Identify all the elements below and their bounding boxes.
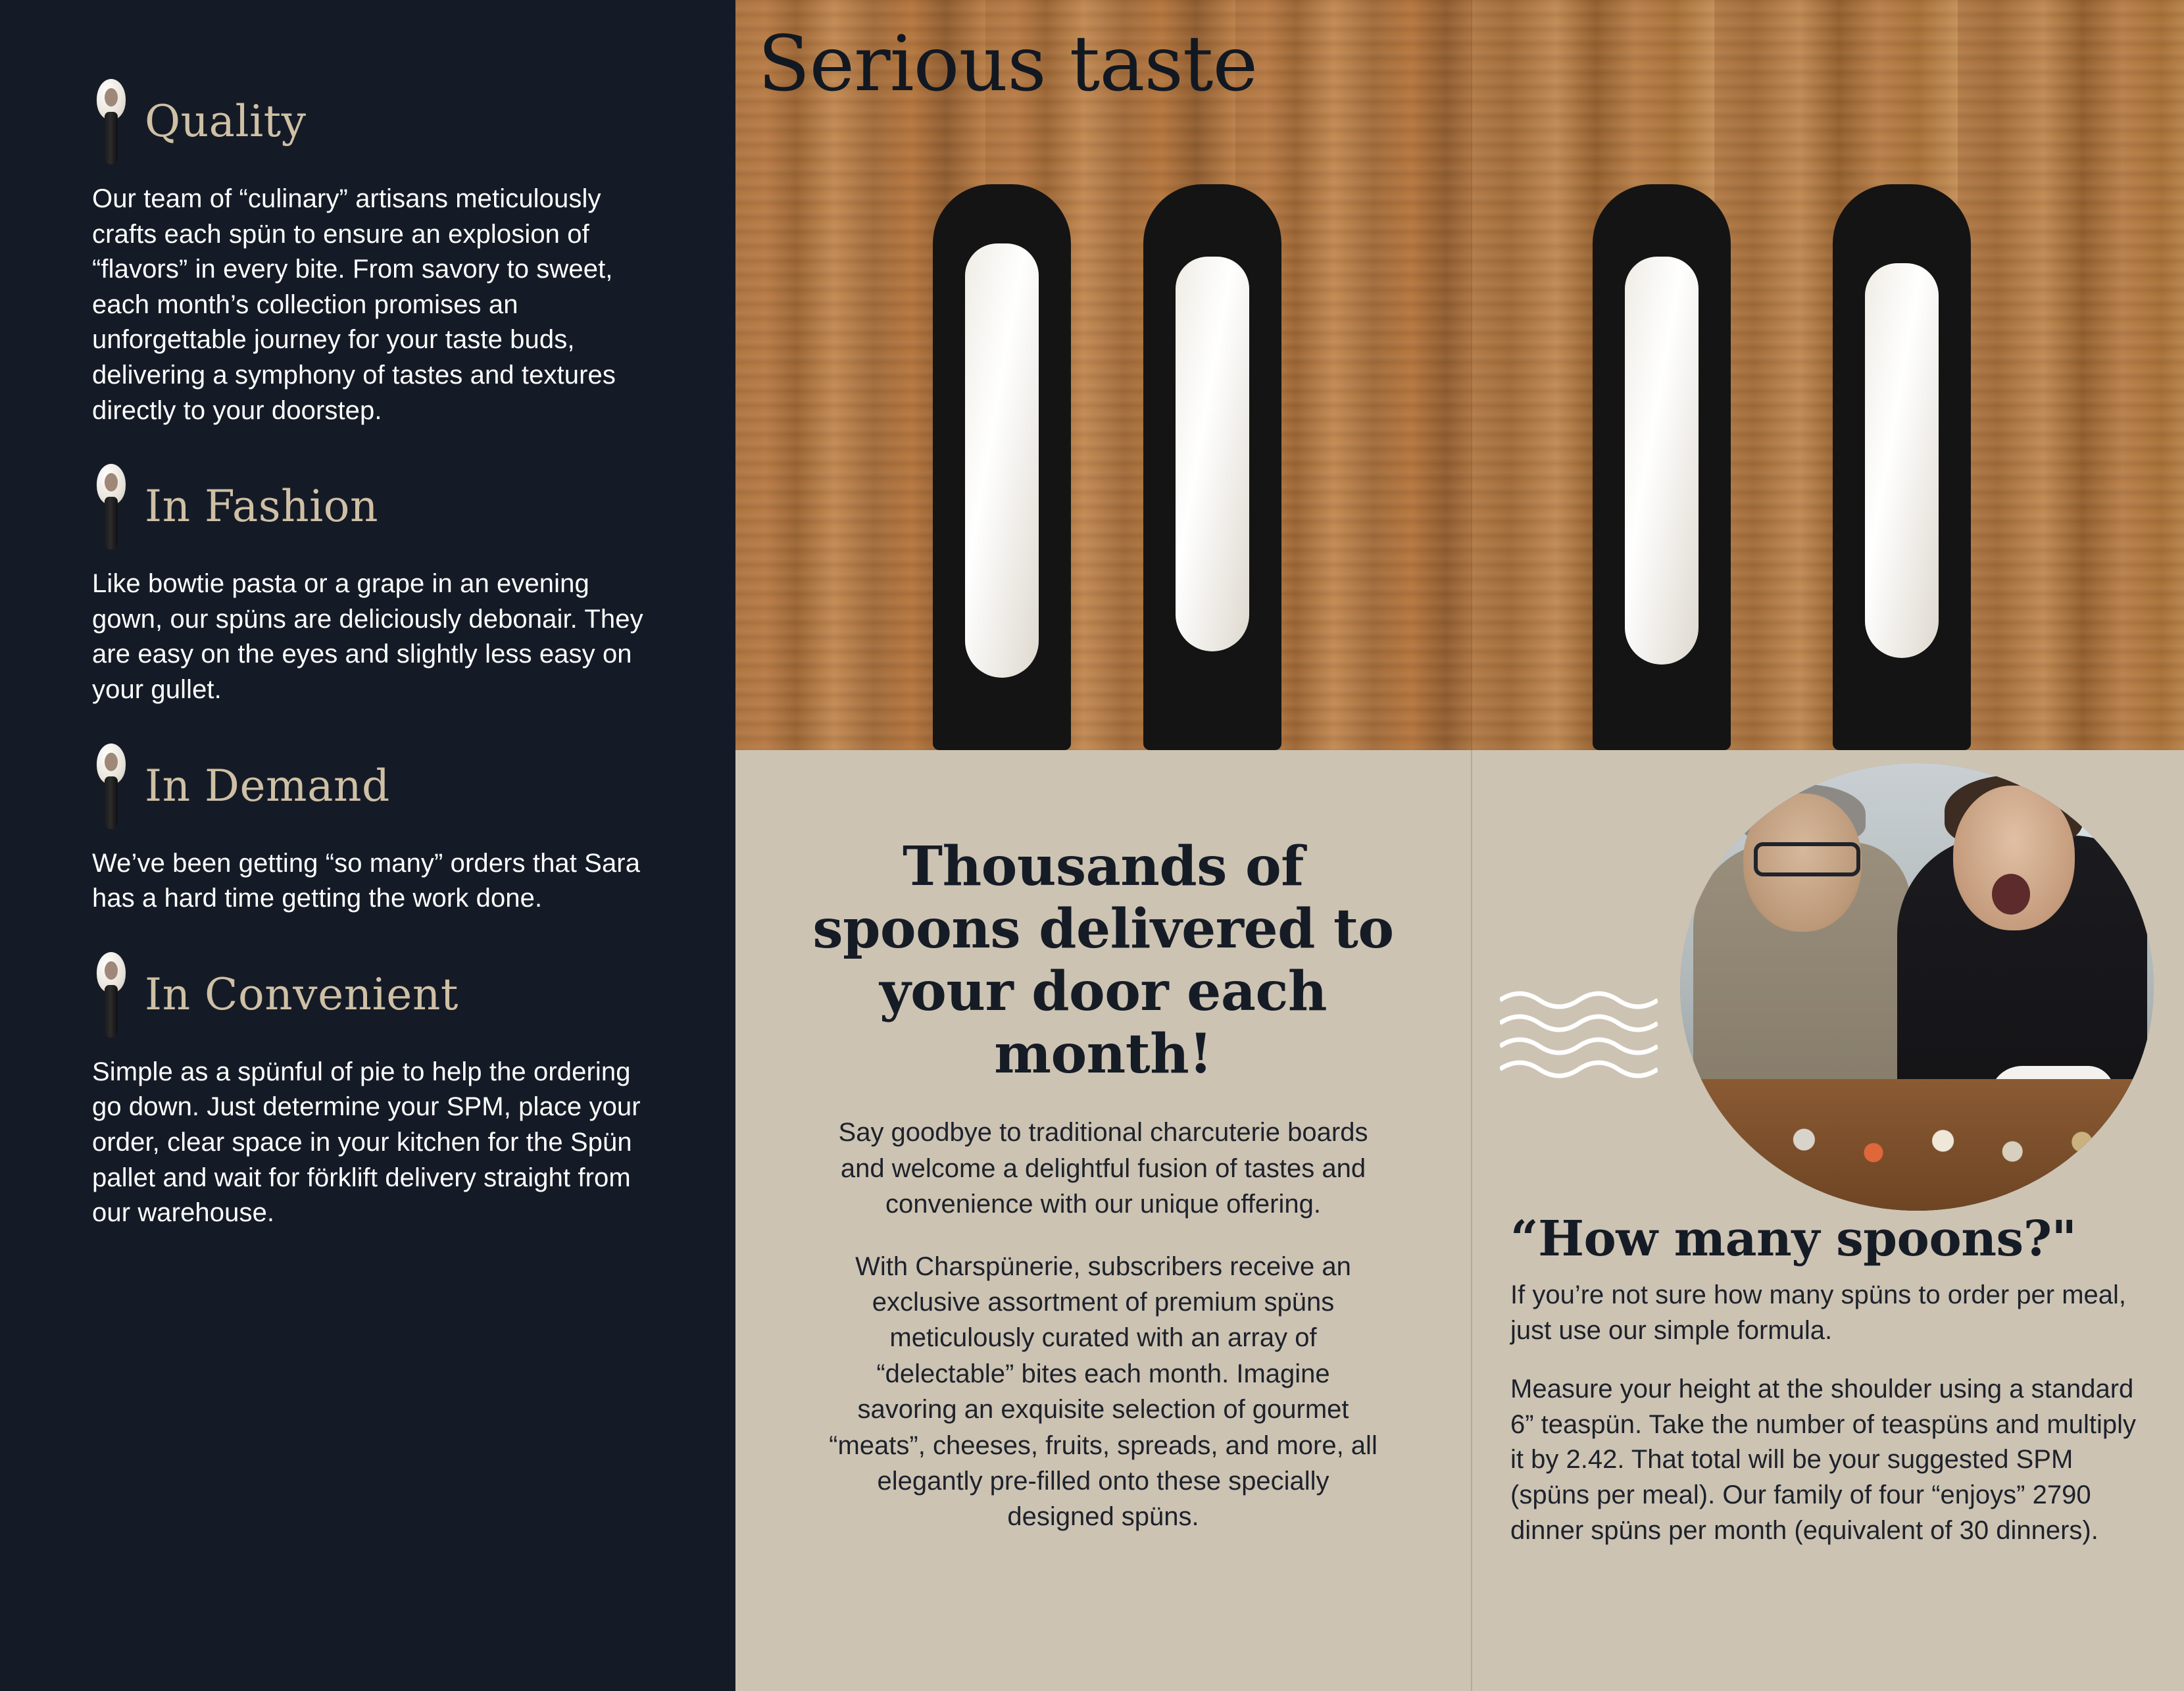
middle-paragraph-2: With Charspünerie, subscribers receive an exclusive assortment of premium spüns meticulously curated with an array of “delectable” bites each month. Imagine savoring an exquisite selection of gourmet “meats”, cheeses, fruits, spreads, and more, all elegantly pre-filled onto these specially designed spüns. <box>829 1251 1377 1532</box>
spoon-costume-group-image-right <box>1471 0 2184 750</box>
spoon-icon <box>92 79 130 164</box>
hero-photo-spoon-people-right <box>1471 0 2184 750</box>
left-features-panel <box>0 0 735 1691</box>
right-column <box>1471 0 2184 1691</box>
right-paragraph-1: If you’re not sure how many spüns to order per meal, just use our simple formula. <box>1510 1280 2127 1345</box>
spoon-icon <box>92 464 130 549</box>
feature-in-demand <box>92 744 643 917</box>
feature-in-convenient <box>92 952 643 1231</box>
right-text-wrapper <box>1510 1211 2145 1572</box>
feature-in-demand-title: In Demand <box>145 760 390 811</box>
hero-photo-spoon-people <box>735 0 1471 750</box>
middle-paragraph-1: Say goodbye to traditional charcuterie boards and welcome a delightful fusion of tastes and convenience with our unique offering. <box>838 1118 1368 1219</box>
feature-in-fashion-title: In Fashion <box>145 481 378 532</box>
wavy-lines-decoration <box>1500 987 1658 1086</box>
right-paragraph-2: Measure your height at the shoulder using a standard 6” teaspün. Take the number of teaspüns and multiply it by 2.42. That total will be your suggested SPM (spüns per meal). Our family of four “enjoys” 2790 dinner spüns per month (equivalent of 30 dinners). <box>1510 1375 2136 1545</box>
spoon-icon <box>92 744 130 829</box>
right-heading: “How many spoons?" <box>1510 1211 2077 1267</box>
middle-text-panel <box>735 750 1471 1691</box>
feature-in-demand-header <box>92 744 643 829</box>
spoon-costume-group-image <box>735 0 1471 750</box>
photo-couple-tasting <box>1680 763 2154 1211</box>
feature-quality-title: Quality <box>145 96 307 147</box>
spoon-icon <box>92 952 130 1038</box>
middle-heading: Thousands of spoons delivered to your door each month! <box>812 835 1394 1086</box>
feature-quality <box>92 79 643 428</box>
feature-in-convenient-body: Simple as a spünful of pie to help the ordering go down. Just determine your SPM, place your order, clear space in your kitchen for the Spün pallet and wait for förklift delivery straight from our warehouse. <box>92 1057 641 1228</box>
feature-in-fashion <box>92 464 643 707</box>
feature-quality-header <box>92 79 643 164</box>
feature-in-demand-body: We’ve been getting “so many” orders that Sara has a hard time getting the work done. <box>92 848 641 913</box>
feature-in-convenient-header <box>92 952 643 1038</box>
feature-in-fashion-body: Like bowtie pasta or a grape in an evening gown, our spüns are deliciously debonair. They are easy on the eyes and slightly less easy on your gullet. <box>92 569 643 704</box>
feature-in-convenient-title: In Convenient <box>145 969 459 1020</box>
middle-column <box>735 0 1471 1691</box>
feature-quality-body: Our team of “culinary” artisans meticulously crafts each spün to ensure an explosion of “flavors” in every bite. From savory to sweet, each month’s collection promises an unforgettable journey for your taste buds, delivering a symphony of tastes and textures directly to your doorstep. <box>92 184 616 425</box>
hero-title: Serious taste <box>758 20 1258 109</box>
feature-in-fashion-header <box>92 464 643 549</box>
eyeglasses-icon <box>1754 842 1860 876</box>
